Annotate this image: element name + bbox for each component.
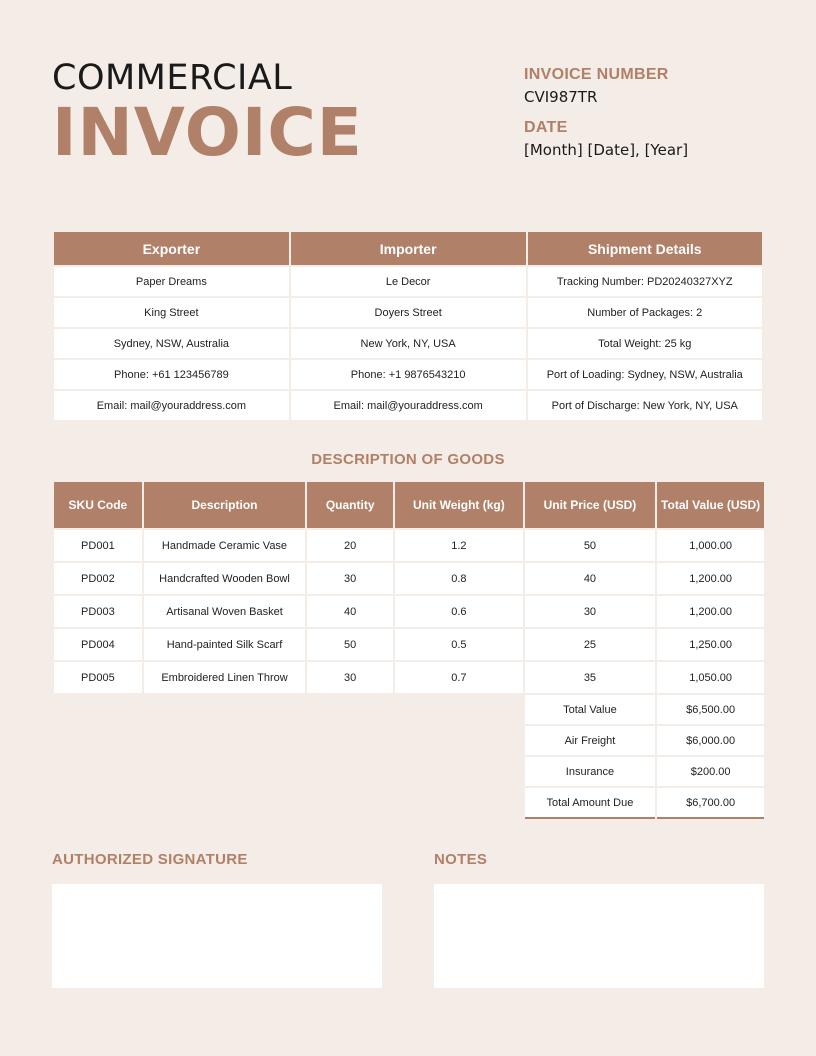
summary-value: $200.00	[657, 757, 764, 786]
exporter-email: Email: mail@youraddress.com	[54, 391, 289, 420]
table-row	[54, 563, 764, 594]
unit-weight-cell: 1.2	[395, 530, 523, 561]
unit-price-cell: 35	[525, 662, 656, 693]
importer-phone: Phone: +1 9876543210	[291, 360, 526, 389]
port-of-loading: Port of Loading: Sydney, NSW, Australia	[528, 360, 762, 389]
total-value-cell: 1,000.00	[657, 530, 764, 561]
total-value-cell: 1,050.00	[657, 662, 764, 693]
total-value-cell: 1,200.00	[657, 596, 764, 627]
summary-value: $6,500.00	[657, 695, 764, 724]
notes-box[interactable]	[434, 884, 764, 988]
table-row	[54, 391, 762, 420]
description-header: Description	[144, 482, 306, 528]
summary-row-insurance	[54, 757, 764, 786]
importer-street: Doyers Street	[291, 298, 526, 327]
notes-label: NOTES	[434, 851, 488, 868]
unit-price-header: Unit Price (USD)	[525, 482, 656, 528]
table-row	[54, 530, 764, 561]
summary-spacer	[54, 757, 523, 786]
summary-label: Insurance	[525, 757, 656, 786]
quantity-cell: 30	[307, 563, 393, 594]
signature-box[interactable]	[52, 884, 382, 988]
date-value: [Month] [Date], [Year]	[524, 141, 689, 159]
port-of-discharge: Port of Discharge: New York, NY, USA	[528, 391, 762, 420]
invoice-number-value: CVI987TR	[524, 88, 598, 106]
summary-spacer	[54, 695, 523, 724]
tracking-number: Tracking Number: PD20240327XYZ	[528, 267, 762, 296]
summary-spacer	[54, 788, 523, 819]
exporter-header: Exporter	[54, 232, 289, 265]
unit-weight-cell: 0.7	[395, 662, 523, 693]
signature-label: AUTHORIZED SIGNATURE	[52, 851, 248, 868]
importer-header: Importer	[291, 232, 526, 265]
sku-code-header: SKU Code	[54, 482, 142, 528]
summary-row-air-freight	[54, 726, 764, 755]
goods-table	[52, 480, 766, 821]
summary-label: Air Freight	[525, 726, 656, 755]
table-row	[54, 596, 764, 627]
quantity-header: Quantity	[307, 482, 393, 528]
quantity-cell: 40	[307, 596, 393, 627]
exporter-name: Paper Dreams	[54, 267, 289, 296]
unit-price-cell: 30	[525, 596, 656, 627]
invoice-number-label: INVOICE NUMBER	[524, 66, 669, 83]
summary-row-total-due	[54, 788, 764, 819]
unit-weight-header: Unit Weight (kg)	[395, 482, 523, 528]
unit-price-cell: 40	[525, 563, 656, 594]
table-row	[54, 360, 762, 389]
description-cell: Hand-painted Silk Scarf	[144, 629, 306, 660]
sku-cell: PD003	[54, 596, 142, 627]
document-title-top: COMMERCIAL	[52, 58, 293, 98]
date-label: DATE	[524, 119, 568, 136]
total-weight: Total Weight: 25 kg	[528, 329, 762, 358]
sku-cell: PD005	[54, 662, 142, 693]
table-row	[54, 298, 762, 327]
shipment-details-header: Shipment Details	[528, 232, 762, 265]
table-row	[54, 662, 764, 693]
summary-spacer	[54, 726, 523, 755]
table-row	[54, 329, 762, 358]
date-block	[524, 119, 688, 159]
description-cell: Handcrafted Wooden Bowl	[144, 563, 306, 594]
sku-cell: PD002	[54, 563, 142, 594]
importer-name: Le Decor	[291, 267, 526, 296]
table-row	[54, 629, 764, 660]
quantity-cell: 50	[307, 629, 393, 660]
description-cell: Embroidered Linen Throw	[144, 662, 306, 693]
total-value-cell: 1,250.00	[657, 629, 764, 660]
unit-price-cell: 50	[525, 530, 656, 561]
goods-section-title: DESCRIPTION OF GOODS	[311, 451, 505, 468]
document-title-main: INVOICE	[52, 94, 363, 171]
description-cell: Artisanal Woven Basket	[144, 596, 306, 627]
total-value-cell: 1,200.00	[657, 563, 764, 594]
quantity-cell: 30	[307, 662, 393, 693]
goods-header-row	[54, 482, 764, 528]
summary-value: $6,000.00	[657, 726, 764, 755]
exporter-phone: Phone: +61 123456789	[54, 360, 289, 389]
unit-weight-cell: 0.8	[395, 563, 523, 594]
unit-weight-cell: 0.5	[395, 629, 523, 660]
invoice-number-block	[524, 66, 669, 106]
importer-email: Email: mail@youraddress.com	[291, 391, 526, 420]
exporter-city: Sydney, NSW, Australia	[54, 329, 289, 358]
unit-price-cell: 25	[525, 629, 656, 660]
table-row	[54, 267, 762, 296]
summary-value: $6,700.00	[657, 788, 764, 819]
total-value-header: Total Value (USD)	[657, 482, 764, 528]
number-of-packages: Number of Packages: 2	[528, 298, 762, 327]
description-cell: Handmade Ceramic Vase	[144, 530, 306, 561]
summary-label: Total Amount Due	[525, 788, 656, 819]
importer-city: New York, NY, USA	[291, 329, 526, 358]
summary-row-total-value	[54, 695, 764, 724]
unit-weight-cell: 0.6	[395, 596, 523, 627]
parties-table	[52, 230, 764, 422]
sku-cell: PD004	[54, 629, 142, 660]
quantity-cell: 20	[307, 530, 393, 561]
summary-label: Total Value	[525, 695, 656, 724]
exporter-street: King Street	[54, 298, 289, 327]
parties-header-row	[54, 232, 762, 265]
sku-cell: PD001	[54, 530, 142, 561]
